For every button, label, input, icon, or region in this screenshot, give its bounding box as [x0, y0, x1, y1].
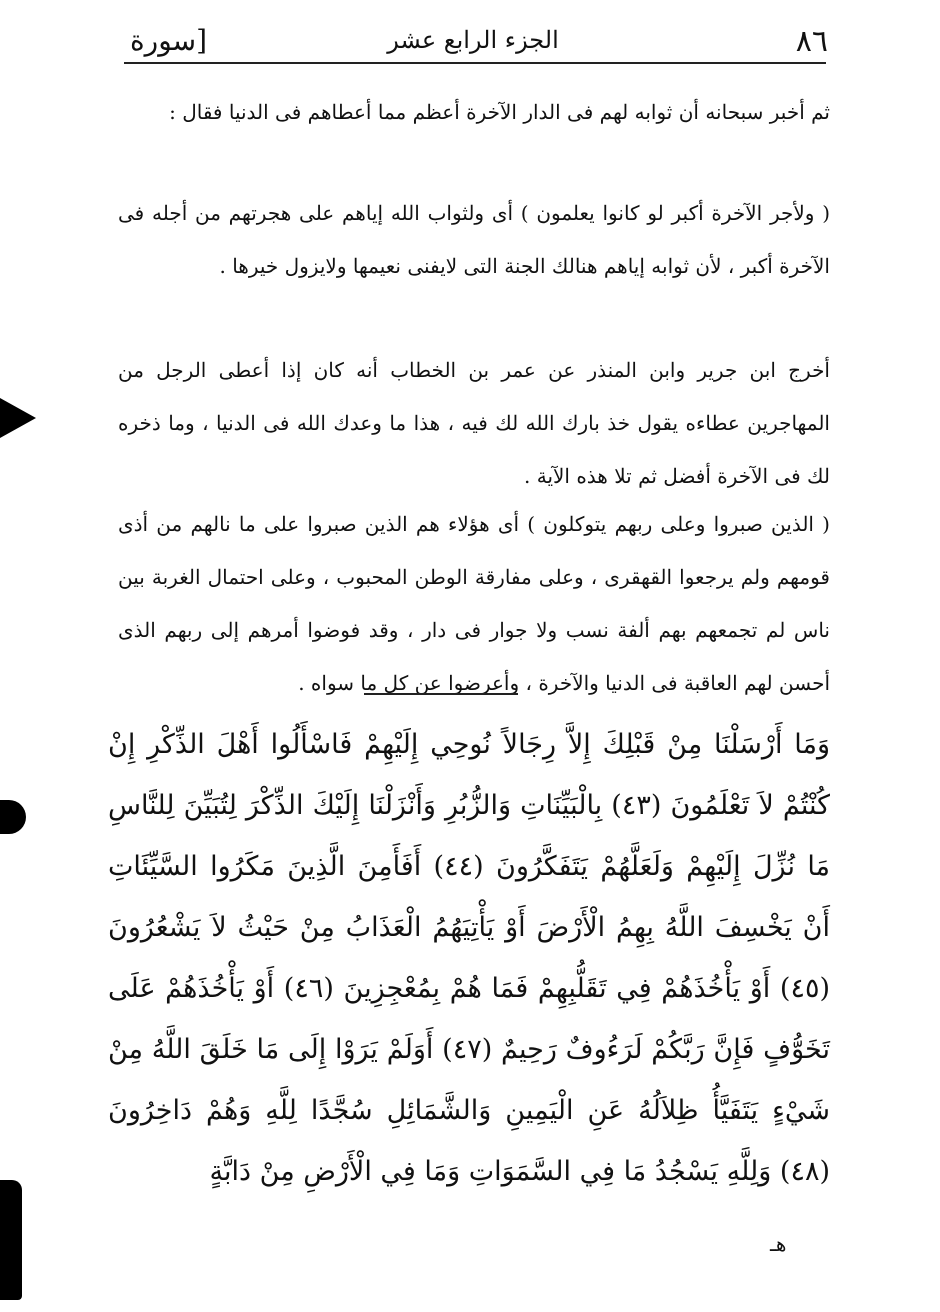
commentary-paragraph-2: ( ولأجر الآخرة أكبر لو كانوا يعلمون ) أى ولثواب الله إياهم على هجرتهم من أجله فى الآخرة أكبر ، لأن ثوابه إياهم هنالك الجنة التى لايفنى نعيمها ولايزول خيرها .: [118, 201, 830, 278]
footer-mark: هـ: [770, 1232, 787, 1256]
page-header: [118, 14, 828, 62]
commentary-paragraph-1: ثم أخبر سبحانه أن ثوابه لهم فى الدار الآخرة أعظم مما أعطاهم فى الدنيا فقال :: [169, 100, 830, 124]
section-divider: [364, 693, 518, 695]
header-rule: [124, 62, 826, 64]
commentary-paragraph-4: ( الذين صبروا وعلى ربهم يتوكلون ) أى هؤلاء هم الذين صبروا على ما نالهم من أذى قومهم ولم يرجعوا القهقرى ، وعلى مفارقة الوطن المحبوب ، وعلى احتمال الغربة بين ناس لم تجمعهم بهم ألفة نسب ولا جوار فى دار ، وقد فوضوا أمرهم إلى ربهم الذى أحسن لهم العاقبة فى الدنيا والآخرة ، وأعرضوا عن كل ما سواه .: [118, 512, 830, 695]
page-number: ٨٦: [795, 24, 828, 59]
commentary-paragraph-3: أخرج ابن جرير وابن المنذر عن عمر بن الخطاب أنه كان إذا أعطى الرجل من المهاجرين عطاءه يقول خذ بارك الله لك فيه ، هذا ما وعدك الله فى الدنيا ، وما ذخره لك فى الآخرة أفضل ثم تلا هذه الآية .: [118, 358, 830, 488]
scan-edge-mark-triangle: [0, 398, 36, 438]
part-title: الجزء الرابع عشر: [387, 26, 559, 54]
scan-edge-mark-bar: [0, 1180, 22, 1300]
quran-verses: وَمَا أَرْسَلْنَا مِنْ قَبْلِكَ إِلاَّ رِجَالاً نُوحِي إِلَيْهِمْ فَاسْأَلُوا أَهْلَ الذِّكْرِ إِنْ كُنْتُمْ لاَ تَعْلَمُونَ (٤٣) بِالْبَيِّنَاتِ وَالزُّبُرِ وَأَنْزَلْنَا إِلَيْكَ الذِّكْرَ لِتُبَيِّنَ لِلنَّاسِ مَا نُزِّلَ إِلَيْهِمْ وَلَعَلَّهُمْ يَتَفَكَّرُونَ (٤٤) أَفَأَمِنَ الَّذِينَ مَكَرُوا السَّيِّئَاتِ أَنْ يَخْسِفَ اللَّهُ بِهِمُ الْأَرْضَ أَوْ يَأْتِيَهُمُ الْعَذَابُ مِنْ حَيْثُ لاَ يَشْعُرُونَ (٤٥) أَوْ يَأْخُذَهُمْ فِي تَقَلُّبِهِمْ فَمَا هُمْ بِمُعْجِزِينَ (٤٦) أَوْ يَأْخُذَهُمْ عَلَى تَخَوُّفٍ فَإِنَّ رَبَّكُمْ لَرَءُوفٌ رَحِيمٌ (٤٧) أَوَلَمْ يَرَوْا إِلَى مَا خَلَقَ اللَّهُ مِنْ شَيْءٍ يَتَفَيَّأُ ظِلاَلُهُ عَنِ الْيَمِينِ وَالشَّمَائِلِ سُجَّدًا لِلَّهِ وَهُمْ دَاخِرُونَ (٤٨) وَلِلَّهِ يَسْجُدُ مَا فِي السَّمَوَاتِ وَمَا فِي الْأَرْضِ مِنْ دَابَّةٍ: [108, 729, 831, 1187]
surah-label: [سورة: [130, 24, 208, 57]
scan-edge-mark-blot: [0, 800, 26, 834]
